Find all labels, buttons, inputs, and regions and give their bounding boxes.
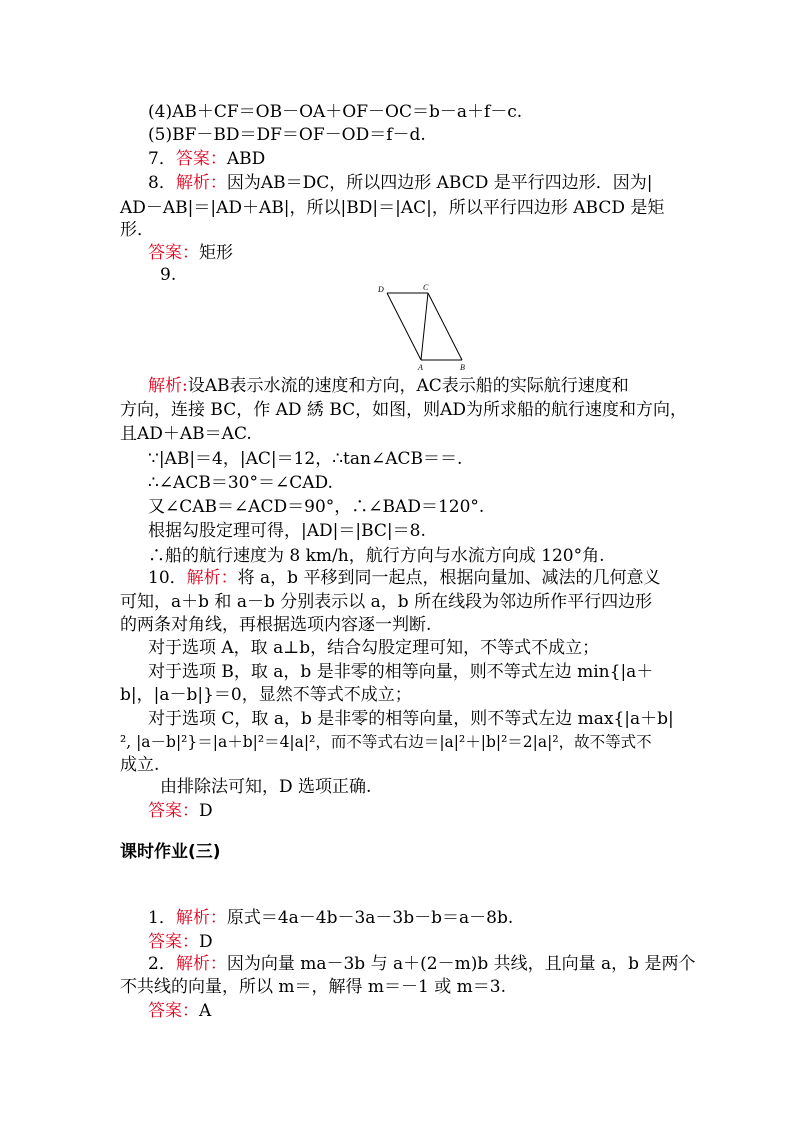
analysis-line [148, 953, 695, 975]
edge-ca [421, 293, 428, 360]
analysis-label: 解析： [186, 568, 238, 588]
text-line: 由排除法可知，D 选项正确. [160, 777, 372, 797]
answer-label: 答案： [148, 243, 199, 263]
answer-label: 答案： [148, 932, 199, 952]
answer-line [148, 148, 265, 170]
text-line: 方向，连接 BC，作 AD 綉 BC，如图，则AD为所求船的航行速度和方向， [120, 400, 688, 420]
text-line: 不共线的向量，所以 m＝，解得 m＝－1 或 m＝3. [120, 977, 507, 997]
question-number: 2． [148, 954, 176, 974]
text-line: ∴∠ACB＝30°＝∠CAD. [148, 473, 333, 493]
point-label-a: A [418, 363, 423, 372]
edge-da [387, 293, 421, 360]
text-line: 又∠CAB＝∠ACD＝90°，∴∠BAD＝120°. [148, 497, 485, 517]
text: 设AB表示水流的速度和方向，AC表示船的实际航行速度和 [187, 376, 629, 396]
text-line: ∵|AB|＝4，|AC|＝12，∴tan∠ACB＝＝. [148, 449, 463, 469]
question-number: 8． [148, 173, 176, 193]
answer-line [148, 242, 233, 264]
answer-line [148, 800, 213, 822]
text-line: 对于选项 B，取 a，b 是非零的相等向量，则不等式左边 min{|a＋ [148, 662, 654, 682]
text-line: 对于选项 C，取 a，b 是非零的相等向量，则不等式左边 max{|a＋b| [148, 709, 674, 729]
question-number: 10． [148, 568, 187, 588]
text: 原式＝4a－4b－3a－3b－b＝a－8b. [226, 908, 514, 928]
text-line: 且AD＋AB＝AC. [120, 424, 252, 444]
answer-label: 答案： [175, 149, 227, 169]
analysis-line [148, 172, 653, 194]
text-line: 根据勾股定理可得，|AD|＝|BC|＝8. [148, 521, 426, 541]
answer-value: 矩形 [199, 243, 233, 263]
text-line: ∴船的航行速度为 8 km/h，航行方向与水流方向成 120°角. [148, 546, 605, 566]
analysis-line [148, 567, 660, 589]
parallelogram-diagram [376, 282, 468, 372]
answer-value: ABD [226, 149, 266, 169]
analysis-label: 解析: [148, 376, 188, 396]
analysis-line [148, 375, 629, 397]
question-number: 7． [148, 149, 176, 169]
answer-value: A [199, 1001, 212, 1021]
question-number: 9. [160, 265, 177, 285]
analysis-label: 解析： [175, 908, 227, 928]
text-line: ², |a－b|²}＝|a＋b|²＝4|a|²，而不等式右边＝|a|²＋|b|²＝2|a|²，故不等式不 [120, 733, 652, 751]
answer-label: 答案： [148, 1001, 199, 1021]
question-number: 1． [148, 908, 176, 928]
answer-value: D [199, 801, 213, 821]
text-line: 可知，a＋b 和 a－b 分别表示以 a，b 所在线段为邻边所作平行四边形 [120, 592, 653, 612]
text-line: (5)BF－BD＝DF＝OF－OD＝f－d. [148, 125, 426, 145]
text-line: (4)AB＋CF＝OB－OA＋OF－OC＝b－a＋f－c. [148, 102, 523, 122]
section-heading: 课时作业(三) [120, 842, 221, 862]
edge-cb [428, 293, 462, 360]
text-line: 对于选项 A，取 a⊥b，结合勾股定理可知，不等式不成立； [148, 638, 600, 658]
text: 因为向量 ma－3b 与 a＋(2－m)b 共线，且向量 a，b 是两个 [226, 954, 696, 974]
analysis-line [148, 907, 513, 929]
analysis-label: 解析： [175, 173, 227, 193]
point-label-b: B [460, 363, 465, 372]
answer-line [148, 931, 213, 953]
text: 将 a，b 平移到同一起点，根据向量加、减法的几何意义 [237, 568, 661, 588]
answer-value: D [199, 932, 213, 952]
answer-label: 答案： [148, 801, 199, 821]
point-label-d: D [378, 285, 384, 294]
answer-line [148, 1000, 211, 1022]
text-line: 成立. [120, 755, 160, 775]
text-line: AD－AB|＝|AD＋AB|，所以|BD|＝|AC|，所以平行四边形 ABCD 是矩 [120, 198, 665, 218]
text: 因为AB＝DC，所以四边形 ABCD 是平行四边形．因为| [226, 173, 653, 193]
text-line: 形． [120, 220, 154, 240]
point-label-c: C [423, 283, 429, 292]
text-line: b|，|a－b|}＝0，显然不等式不成立； [120, 685, 412, 705]
analysis-label: 解析： [175, 954, 227, 974]
text-line: 的两条对角线，再根据选项内容逐一判断. [120, 615, 432, 635]
